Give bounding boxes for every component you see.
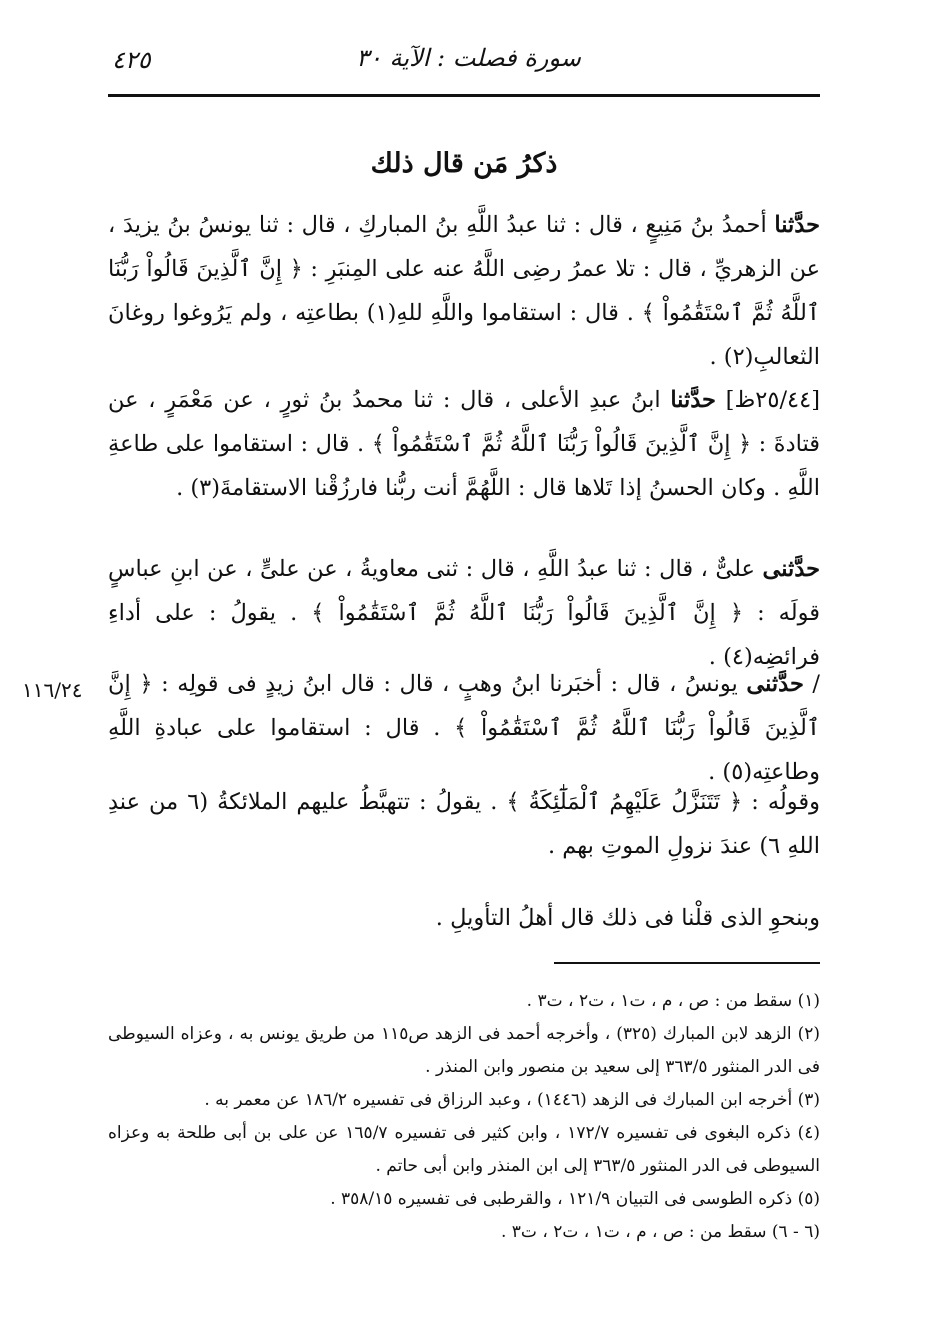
- footnote-separator: [554, 962, 820, 964]
- paragraph-1: [108, 203, 820, 379]
- footnote-4: (٤) ذكره البغوى فى تفسيره ١٧٢/٧ ، وابن كثير فى تفسيره ١٦٥/٧ عن على بن أبى طلحة به وعزاه السيوطى فى الدر المنثور ٣٦٣/٥ إلى ابن المنذر وابن أبى حاتم .: [108, 1123, 820, 1176]
- paragraph-lead: حدَّثنى: [762, 556, 820, 582]
- paragraph-lead: حدَّثنا: [774, 212, 820, 238]
- footnote-6: (٦ - ٦) سقط من : ص ، م ، ت١ ، ت٢ ، ت٣ .: [500, 1222, 820, 1242]
- paragraph-lead: حدَّثنى: [746, 671, 804, 697]
- footnote-1: (١) سقط من : ص ، م ، ت١ ، ت٢ ، ت٣ .: [526, 991, 820, 1011]
- volume-page-ref: [٢٥/٤٤ظ]: [715, 387, 820, 413]
- paragraph-text: ابنُ عبدِ الأعلى ، قال : ثنا محمدُ بنُ ثورٍ ، عن مَعْمَرٍ ، عن قتادةَ : ﴿ إِنَّ ٱلَّذِينَ قَالُواْ رَبُّنَا ٱللَّهُ ثُمَّ ٱسْتَقَٰمُواْ ﴾ . قال : استقاموا على طاعةِ اللَّهِ . وكان الحسنُ إذا تَلاها قال : اللَّهُمَّ أنت ربُّنا فارزُقْنا الاستقامةَ(٣) .: [108, 387, 820, 501]
- section-title: ذكرُ مَن قال ذلك: [370, 148, 558, 179]
- paragraph-text: علىٌّ ، قال : ثنا عبدُ اللَّهِ ، قال : ثنى معاويةُ ، عن علىٍّ ، عن ابنِ عباسٍ قولَه : ﴿ إِنَّ ٱلَّذِينَ قَالُواْ رَبُّنَا ٱللَّهُ ثُمَّ ٱسْتَقَٰمُواْ ﴾ . يقولُ : على أداءِ فرائضِه(٤) .: [108, 556, 820, 670]
- paragraph-text: وقولُه : ﴿ تَتَنَزَّلُ عَلَيْهِمُ ٱلْمَلَٰٓئِكَةُ ﴾ . يقولُ : تتهبَّطُ عليهم الملائكةُ (٦ من عندِ اللهِ ٦) عندَ نزولِ الموتِ بهم .: [108, 789, 820, 859]
- paragraph-lead: حدَّثنا: [670, 387, 716, 413]
- page-number: ٤٢٥: [112, 46, 151, 74]
- margin-page-reference: ١١٦/٢٤: [22, 678, 83, 702]
- header-rule: [108, 94, 820, 97]
- paragraph-2: [108, 378, 820, 510]
- footnotes: [108, 985, 820, 1249]
- paragraph-text: وبنحوِ الذى قلْنا فى ذلك قال أهلُ التأويلِ .: [435, 905, 820, 931]
- paragraph-5: [108, 780, 820, 868]
- paragraph-3: [108, 547, 820, 679]
- paragraph-text: يونسُ ، قال : أخبَرنا ابنُ وهبٍ ، قال : قال ابنُ زيدٍ فى قولِه : ﴿ إِنَّ ٱلَّذِينَ قَالُواْ رَبُّنَا ٱللَّهُ ثُمَّ ٱسْتَقَٰمُواْ ﴾ . قال : استقاموا على عبادةِ اللَّهِ وطاعتِه(٥) .: [108, 671, 820, 785]
- page-break-mark: /: [803, 671, 820, 697]
- paragraph-6: [108, 896, 820, 940]
- paragraph-text: أحمدُ بنُ مَنِيعٍ ، قال : ثنا عبدُ اللَّهِ بنُ المباركِ ، قال : ثنا يونسُ بنُ يزيدَ ، عن الزهريِّ ، قال : تلا عمرُ رضِى اللَّهُ عنه على المِنبَرِ : ﴿ إِنَّ ٱلَّذِينَ قَالُواْ رَبُّنَا ٱللَّهُ ثُمَّ ٱسْتَقَٰمُواْ ﴾ . قال : استقاموا واللَّهِ للهِ(١) بطاعتِه ، ولم يَرُوغوا روغانَ الثعالبِ(٢) .: [108, 212, 820, 370]
- running-header-title: سورة فصلت : الآية ٣٠: [356, 44, 581, 72]
- paragraph-4: [108, 662, 820, 794]
- footnote-5: (٥) ذكره الطوسى فى التبيان ١٢١/٩ ، والقرطبى فى تفسيره ٣٥٨/١٥ .: [330, 1189, 820, 1209]
- footnote-3: (٣) أخرجه ابن المبارك فى الزهد (١٤٤٦) ، وعبد الرزاق فى تفسيره ١٨٦/٢ عن معمر به .: [204, 1090, 820, 1110]
- footnote-2: (٢) الزهد لابن المبارك (٣٢٥) ، وأخرجه أحمد فى الزهد ص١١٥ من طريق يونس به ، وعزاه السيوطى فى الدر المنثور ٣٦٣/٥ إلى سعيد بن منصور وابن المنذر .: [108, 1024, 820, 1077]
